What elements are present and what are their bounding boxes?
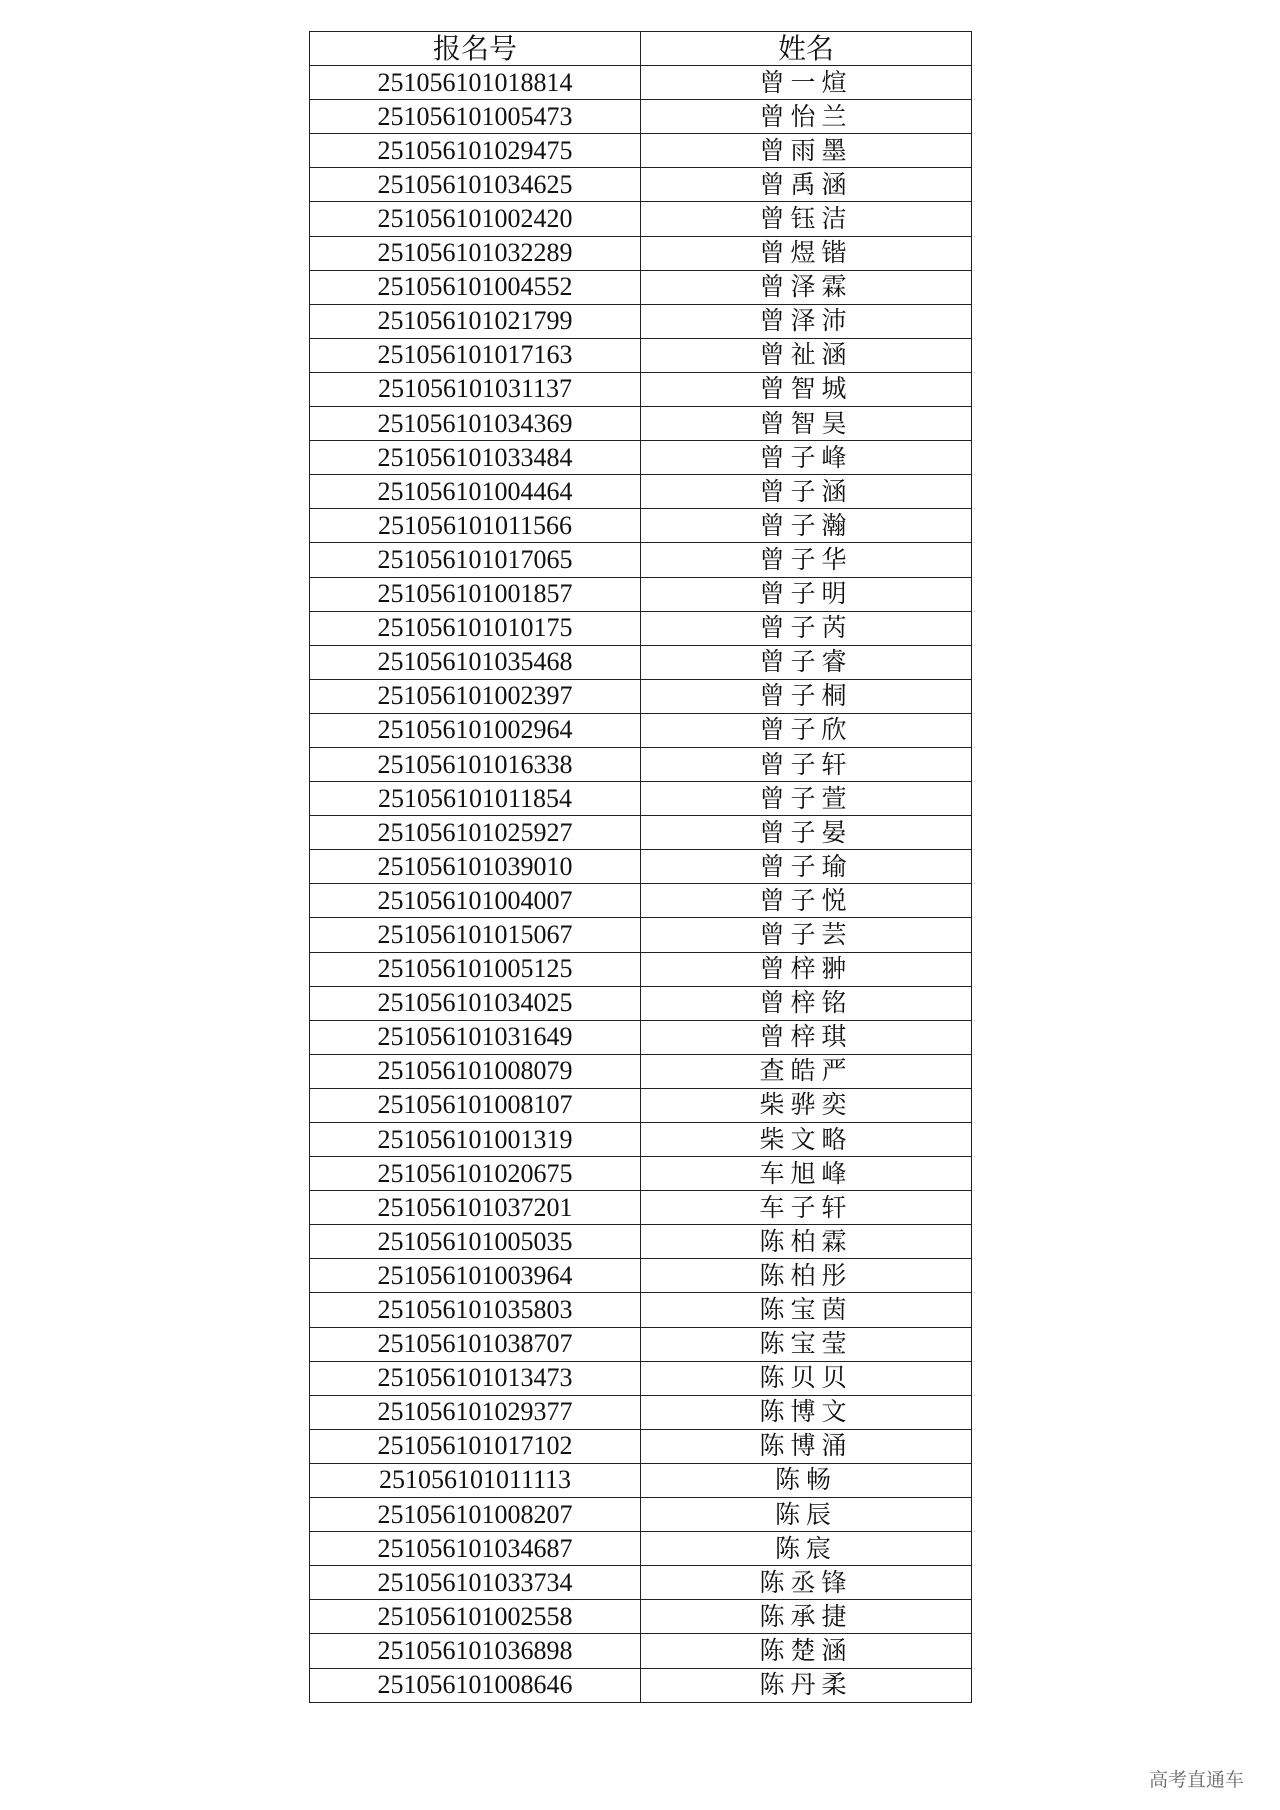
registration-number-cell: 251056101015067 xyxy=(310,918,641,952)
name-cell: 陈宝茵 xyxy=(641,1293,972,1327)
table-row xyxy=(310,884,972,918)
registration-number-cell: 251056101013473 xyxy=(310,1361,641,1395)
table-row xyxy=(310,577,972,611)
registration-number-cell: 251056101036898 xyxy=(310,1634,641,1668)
registration-number-cell: 251056101008207 xyxy=(310,1498,641,1532)
registration-number-cell: 251056101020675 xyxy=(310,1157,641,1191)
table-row xyxy=(310,850,972,884)
registration-number-cell: 251056101031137 xyxy=(310,372,641,406)
registration-number-cell: 251056101005473 xyxy=(310,100,641,134)
name-cell: 曾子萱 xyxy=(641,782,972,816)
name-cell: 陈丹柔 xyxy=(641,1668,972,1702)
registration-number-cell: 251056101011566 xyxy=(310,509,641,543)
table-row xyxy=(310,543,972,577)
registration-number-cell: 251056101002420 xyxy=(310,202,641,236)
name-cell: 曾子芸 xyxy=(641,918,972,952)
name-cell: 曾子桐 xyxy=(641,679,972,713)
table-row xyxy=(310,338,972,372)
name-cell: 曾智城 xyxy=(641,372,972,406)
name-cell: 曾梓琪 xyxy=(641,1020,972,1054)
table-row xyxy=(310,986,972,1020)
name-cell: 车子轩 xyxy=(641,1191,972,1225)
registration-number-cell: 251056101034687 xyxy=(310,1532,641,1566)
table-row xyxy=(310,1361,972,1395)
registration-number-cell: 251056101039010 xyxy=(310,850,641,884)
registration-number-cell: 251056101002397 xyxy=(310,679,641,713)
name-cell: 曾泽沛 xyxy=(641,304,972,338)
registration-number-cell: 251056101005035 xyxy=(310,1225,641,1259)
registration-number-cell: 251056101029377 xyxy=(310,1395,641,1429)
name-cell: 查皓严 xyxy=(641,1054,972,1088)
registration-number-cell: 251056101034625 xyxy=(310,168,641,202)
registration-number-cell: 251056101038707 xyxy=(310,1327,641,1361)
name-cell: 曾子晏 xyxy=(641,816,972,850)
registration-number-cell: 251056101035468 xyxy=(310,645,641,679)
table-row xyxy=(310,1259,972,1293)
table-row xyxy=(310,270,972,304)
registration-number-cell: 251056101033734 xyxy=(310,1566,641,1600)
table-row xyxy=(310,1293,972,1327)
registration-number-cell: 251056101037201 xyxy=(310,1191,641,1225)
table-row xyxy=(310,782,972,816)
name-cell: 曾子悦 xyxy=(641,884,972,918)
registration-number-cell: 251056101003964 xyxy=(310,1259,641,1293)
registration-number-cell: 251056101035803 xyxy=(310,1293,641,1327)
name-cell: 曾子睿 xyxy=(641,645,972,679)
table-row xyxy=(310,611,972,645)
registration-number-cell: 251056101008107 xyxy=(310,1088,641,1122)
registration-number-cell: 251056101011113 xyxy=(310,1463,641,1497)
registration-number-cell: 251056101033484 xyxy=(310,441,641,475)
table-row xyxy=(310,1123,972,1157)
registration-number-cell: 251056101010175 xyxy=(310,611,641,645)
registration-number-cell: 251056101025927 xyxy=(310,816,641,850)
name-cell: 曾祉涵 xyxy=(641,338,972,372)
table-row xyxy=(310,202,972,236)
registration-number-cell: 251056101034369 xyxy=(310,407,641,441)
name-cell: 柴文略 xyxy=(641,1123,972,1157)
table-row xyxy=(310,1327,972,1361)
table-row xyxy=(310,66,972,100)
name-cell: 曾煜锴 xyxy=(641,236,972,270)
name-cell: 曾子瀚 xyxy=(641,509,972,543)
header-registration-number: 报名号 xyxy=(310,32,641,66)
registration-number-cell: 251056101001319 xyxy=(310,1123,641,1157)
registration-number-cell: 251056101016338 xyxy=(310,747,641,781)
name-cell: 曾子峰 xyxy=(641,441,972,475)
name-cell: 曾禹涵 xyxy=(641,168,972,202)
table-row xyxy=(310,952,972,986)
name-cell: 曾钰洁 xyxy=(641,202,972,236)
table-header-row xyxy=(310,32,972,66)
name-cell: 陈丞锋 xyxy=(641,1566,972,1600)
watermark-text: 高考直通车 xyxy=(1148,1769,1244,1791)
registration-number-cell: 251056101018814 xyxy=(310,66,641,100)
name-cell: 曾一煊 xyxy=(641,66,972,100)
header-name: 姓名 xyxy=(641,32,972,66)
table-row xyxy=(310,1498,972,1532)
name-cell: 曾智昊 xyxy=(641,407,972,441)
registration-number-cell: 251056101008646 xyxy=(310,1668,641,1702)
table-row xyxy=(310,1566,972,1600)
table-row xyxy=(310,679,972,713)
registration-number-cell: 251056101017065 xyxy=(310,543,641,577)
name-cell: 曾子涵 xyxy=(641,475,972,509)
table-row xyxy=(310,475,972,509)
table-row xyxy=(310,645,972,679)
name-cell: 陈辰 xyxy=(641,1498,972,1532)
table-row xyxy=(310,713,972,747)
table-row xyxy=(310,407,972,441)
table-row xyxy=(310,1634,972,1668)
name-cell: 曾子芮 xyxy=(641,611,972,645)
name-cell: 陈畅 xyxy=(641,1463,972,1497)
registration-table xyxy=(309,31,972,1703)
name-cell: 曾梓铭 xyxy=(641,986,972,1020)
registration-number-cell: 251056101011854 xyxy=(310,782,641,816)
table-row xyxy=(310,918,972,952)
registration-number-cell: 251056101021799 xyxy=(310,304,641,338)
name-cell: 陈承捷 xyxy=(641,1600,972,1634)
registration-number-cell: 251056101031649 xyxy=(310,1020,641,1054)
table-row xyxy=(310,236,972,270)
name-cell: 陈宝莹 xyxy=(641,1327,972,1361)
name-cell: 曾泽霖 xyxy=(641,270,972,304)
table-row xyxy=(310,1020,972,1054)
table-row xyxy=(310,304,972,338)
registration-number-cell: 251056101002558 xyxy=(310,1600,641,1634)
table-row xyxy=(310,1429,972,1463)
name-cell: 曾梓翀 xyxy=(641,952,972,986)
table-row xyxy=(310,134,972,168)
name-cell: 陈贝贝 xyxy=(641,1361,972,1395)
name-cell: 曾雨墨 xyxy=(641,134,972,168)
table-row xyxy=(310,509,972,543)
name-cell: 曾子欣 xyxy=(641,713,972,747)
name-cell: 车旭峰 xyxy=(641,1157,972,1191)
name-cell: 曾怡兰 xyxy=(641,100,972,134)
registration-number-cell: 251056101002964 xyxy=(310,713,641,747)
registration-number-cell: 251056101034025 xyxy=(310,986,641,1020)
name-cell: 曾子轩 xyxy=(641,747,972,781)
table-row xyxy=(310,1191,972,1225)
table-row xyxy=(310,168,972,202)
registration-number-cell: 251056101004464 xyxy=(310,475,641,509)
name-cell: 陈柏霖 xyxy=(641,1225,972,1259)
name-cell: 陈博文 xyxy=(641,1395,972,1429)
table-row xyxy=(310,1054,972,1088)
table-row xyxy=(310,1088,972,1122)
registration-number-cell: 251056101032289 xyxy=(310,236,641,270)
table-row xyxy=(310,100,972,134)
table-row xyxy=(310,372,972,406)
registration-number-cell: 251056101017163 xyxy=(310,338,641,372)
registration-number-cell: 251056101017102 xyxy=(310,1429,641,1463)
table-row xyxy=(310,1532,972,1566)
table-row xyxy=(310,816,972,850)
table-row xyxy=(310,1668,972,1702)
registration-number-cell: 251056101029475 xyxy=(310,134,641,168)
name-cell: 陈柏彤 xyxy=(641,1259,972,1293)
table-row xyxy=(310,1225,972,1259)
name-cell: 陈宸 xyxy=(641,1532,972,1566)
table-row xyxy=(310,1157,972,1191)
registration-number-cell: 251056101008079 xyxy=(310,1054,641,1088)
registration-number-cell: 251056101001857 xyxy=(310,577,641,611)
table-row xyxy=(310,747,972,781)
table-row xyxy=(310,441,972,475)
registration-number-cell: 251056101004007 xyxy=(310,884,641,918)
registration-number-cell: 251056101004552 xyxy=(310,270,641,304)
name-cell: 曾子瑜 xyxy=(641,850,972,884)
name-cell: 曾子明 xyxy=(641,577,972,611)
table-row xyxy=(310,1600,972,1634)
name-cell: 曾子华 xyxy=(641,543,972,577)
name-cell: 陈博涌 xyxy=(641,1429,972,1463)
table-row xyxy=(310,1463,972,1497)
table-body xyxy=(310,66,972,1703)
registration-number-cell: 251056101005125 xyxy=(310,952,641,986)
name-cell: 陈楚涵 xyxy=(641,1634,972,1668)
name-cell: 柴骅奕 xyxy=(641,1088,972,1122)
table-row xyxy=(310,1395,972,1429)
